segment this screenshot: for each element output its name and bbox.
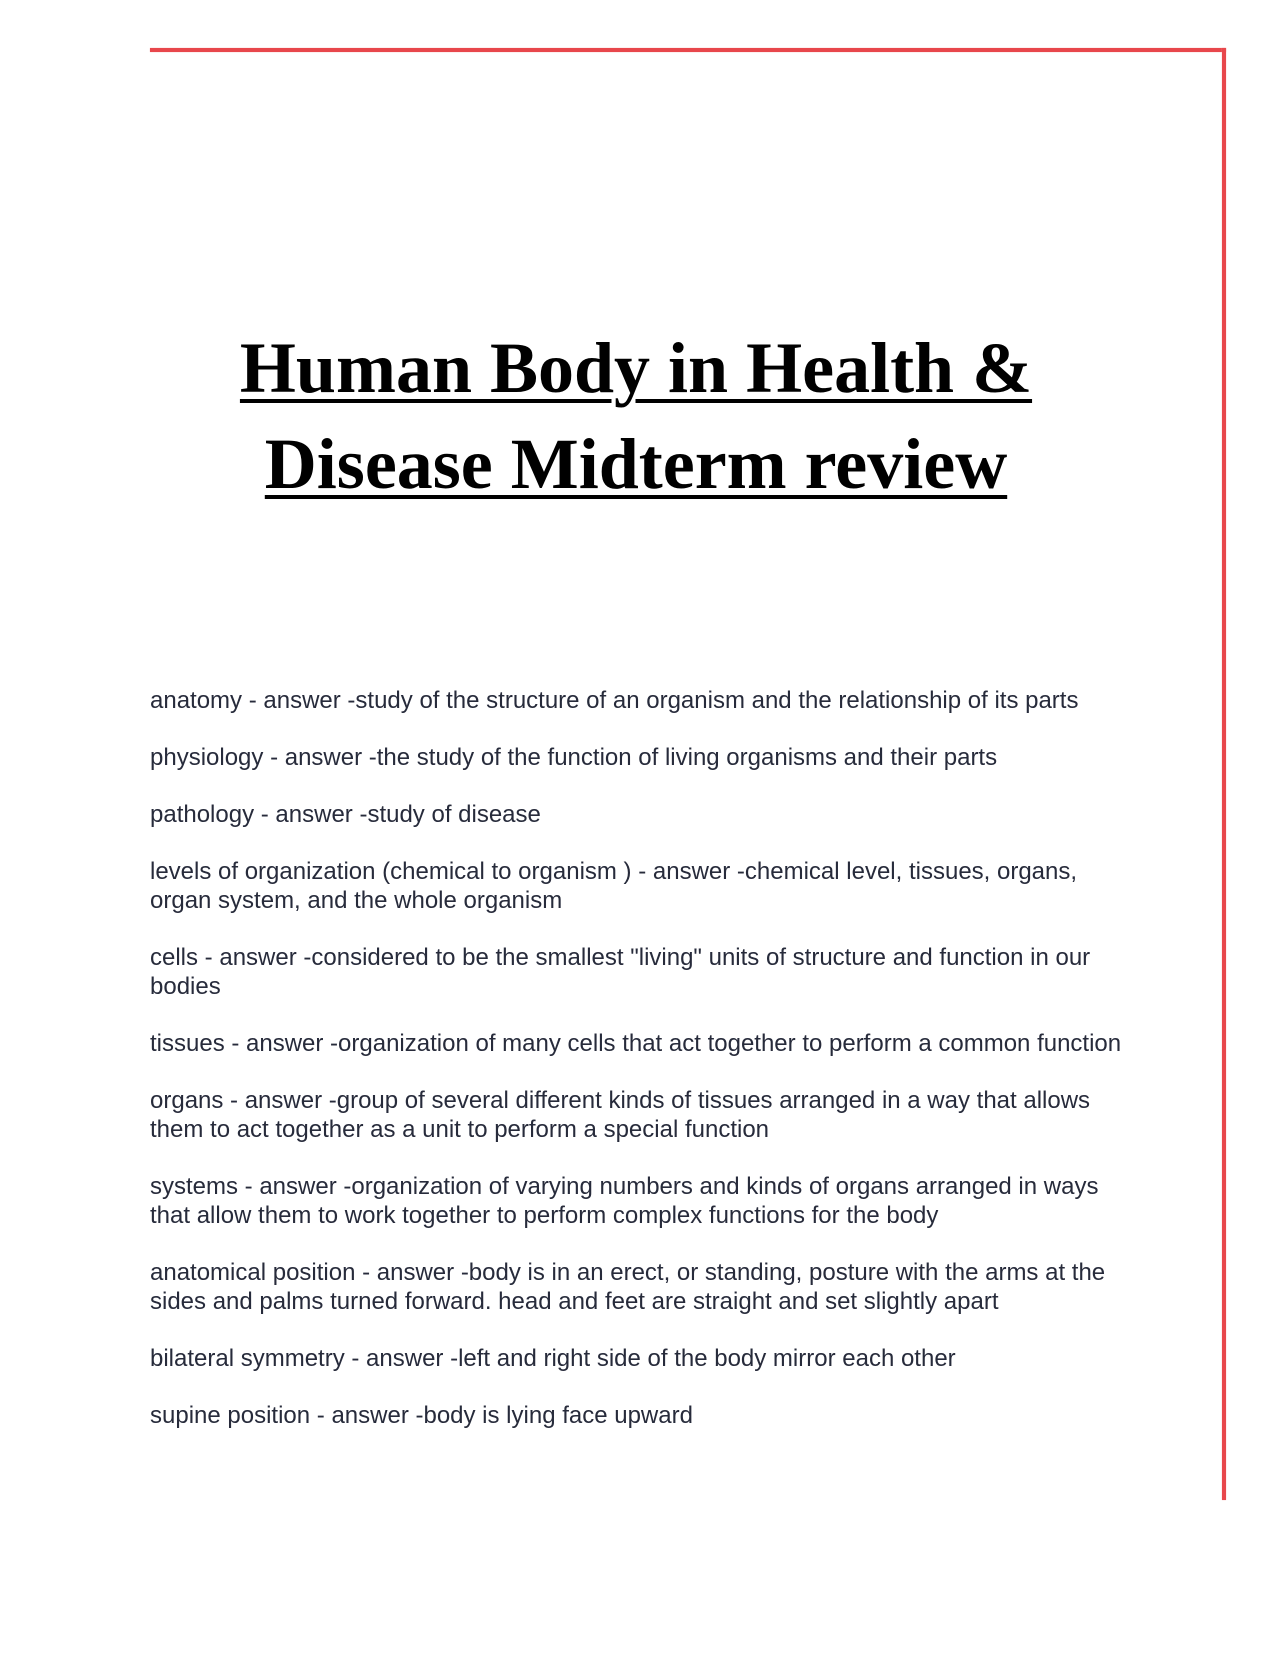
page-border-top xyxy=(150,48,1226,52)
page-border-right xyxy=(1222,48,1226,1500)
qa-item-organs: organs - answer -group of several different kinds of tissues arranged in a way that allows them to act together as a unit to perform a special function xyxy=(150,1087,1091,1143)
title-line-1-text: Human Body in Health & xyxy=(239,328,1033,408)
document-title xyxy=(150,320,1122,512)
qa-item-levels-of-organization: levels of organization (chemical to organism ) - answer -chemical level, tissues, organs, organ system, and the whole organism xyxy=(150,858,1078,914)
qa-item-cells: cells - answer -considered to be the smallest "living" units of structure and function in our bodies xyxy=(150,944,1091,1000)
qa-item-anatomical-position: anatomical position - answer -body is in an erect, or standing, posture with the arms at the sides and palms turned forward. head and feet are straight and set slightly apart xyxy=(150,1259,1106,1315)
qa-item-pathology: pathology - answer -study of disease xyxy=(150,801,541,828)
title-line-2 xyxy=(150,416,1122,512)
qa-item-supine-position: supine position - answer -body is lying face upward xyxy=(150,1402,693,1429)
qa-item-tissues: tissues - answer -organization of many cells that act together to perform a common function xyxy=(150,1030,1122,1057)
qa-list xyxy=(150,686,1130,1458)
qa-item-bilateral-symmetry: bilateral symmetry - answer -left and right side of the body mirror each other xyxy=(150,1345,956,1372)
qa-item-systems: systems - answer -organization of varying numbers and kinds of organs arranged in ways that allow them to work together to perform complex functions for the body xyxy=(150,1173,1099,1229)
qa-item-physiology: physiology - answer -the study of the function of living organisms and their parts xyxy=(150,744,998,771)
title-line-2-text: Disease Midterm review xyxy=(264,424,1008,504)
qa-item-anatomy: anatomy - answer -study of the structure of an organism and the relationship of its parts xyxy=(150,687,1079,714)
title-line-1 xyxy=(150,320,1122,416)
